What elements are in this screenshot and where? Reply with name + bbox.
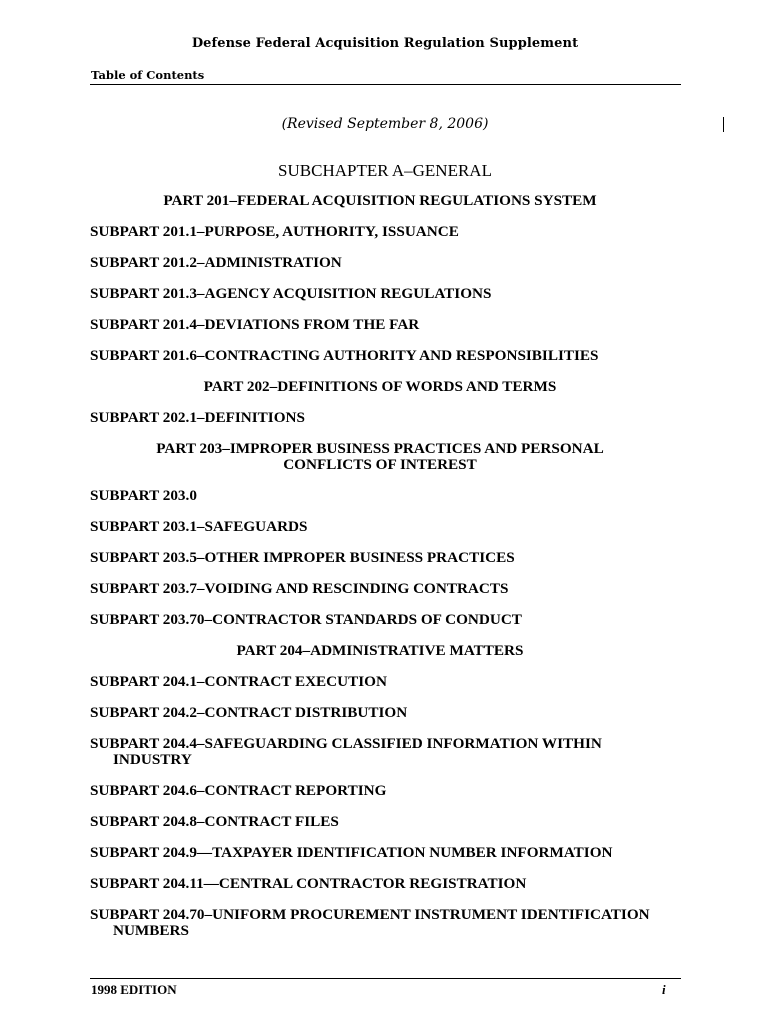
section-label: Table of Contents <box>91 68 205 82</box>
toc-subpart-entry: SUBPART 204.70–UNIFORM PROCUREMENT INSTRUMENT IDENTIFICATION NUMBERS <box>90 906 650 939</box>
toc-subpart-entry: SUBPART 201.3–AGENCY ACQUISITION REGULATIONS <box>90 285 492 302</box>
page-number: i <box>662 982 666 997</box>
toc-part-heading: PART 204–ADMINISTRATIVE MATTERS <box>236 642 524 659</box>
toc-subpart-entry: SUBPART 203.7–VOIDING AND RESCINDING CONTRACTS <box>90 580 509 597</box>
toc-subpart-entry: SUBPART 204.11—CENTRAL CONTRACTOR REGISTRATION <box>90 875 527 892</box>
running-title: Defense Federal Acquisition Regulation Supplement <box>191 36 579 51</box>
table-of-contents <box>90 193 670 954</box>
edition-label: 1998 EDITION <box>91 982 177 997</box>
toc-part-heading: PART 201–FEDERAL ACQUISITION REGULATIONS SYSTEM <box>163 192 597 209</box>
toc-subpart-entry: SUBPART 203.0 <box>90 487 197 504</box>
toc-subpart-entry: SUBPART 204.8–CONTRACT FILES <box>90 813 339 830</box>
toc-subpart-entry: SUBPART 204.1–CONTRACT EXECUTION <box>90 673 387 690</box>
toc-subpart-entry: SUBPART 201.4–DEVIATIONS FROM THE FAR <box>90 316 420 333</box>
footer-rule <box>90 978 681 979</box>
toc-subpart-entry: SUBPART 201.1–PURPOSE, AUTHORITY, ISSUANCE <box>90 223 459 240</box>
subchapter-title: SUBCHAPTER A–GENERAL <box>278 161 492 180</box>
change-bar <box>723 117 724 132</box>
toc-subpart-entry: SUBPART 203.1–SAFEGUARDS <box>90 518 308 535</box>
toc-subpart-entry: SUBPART 204.4–SAFEGUARDING CLASSIFIED INFORMATION WITHIN INDUSTRY <box>90 735 602 768</box>
header-rule <box>90 84 681 85</box>
toc-subpart-entry: SUBPART 203.5–OTHER IMPROPER BUSINESS PRACTICES <box>90 549 515 566</box>
revision-date: (Revised September 8, 2006) <box>281 116 489 132</box>
toc-subpart-entry: SUBPART 201.2–ADMINISTRATION <box>90 254 342 271</box>
toc-subpart-entry: SUBPART 201.6–CONTRACTING AUTHORITY AND RESPONSIBILITIES <box>90 347 599 364</box>
toc-subpart-entry: SUBPART 204.2–CONTRACT DISTRIBUTION <box>90 704 408 721</box>
toc-subpart-entry: SUBPART 203.70–CONTRACTOR STANDARDS OF CONDUCT <box>90 611 522 628</box>
toc-part-heading: PART 202–DEFINITIONS OF WORDS AND TERMS <box>203 378 557 395</box>
toc-subpart-entry: SUBPART 204.6–CONTRACT REPORTING <box>90 782 387 799</box>
toc-subpart-entry: SUBPART 202.1–DEFINITIONS <box>90 409 305 426</box>
toc-subpart-entry: SUBPART 204.9—TAXPAYER IDENTIFICATION NUMBER INFORMATION <box>90 844 613 861</box>
toc-part-heading: PART 203–IMPROPER BUSINESS PRACTICES AND PERSONAL CONFLICTS OF INTEREST <box>156 440 604 473</box>
